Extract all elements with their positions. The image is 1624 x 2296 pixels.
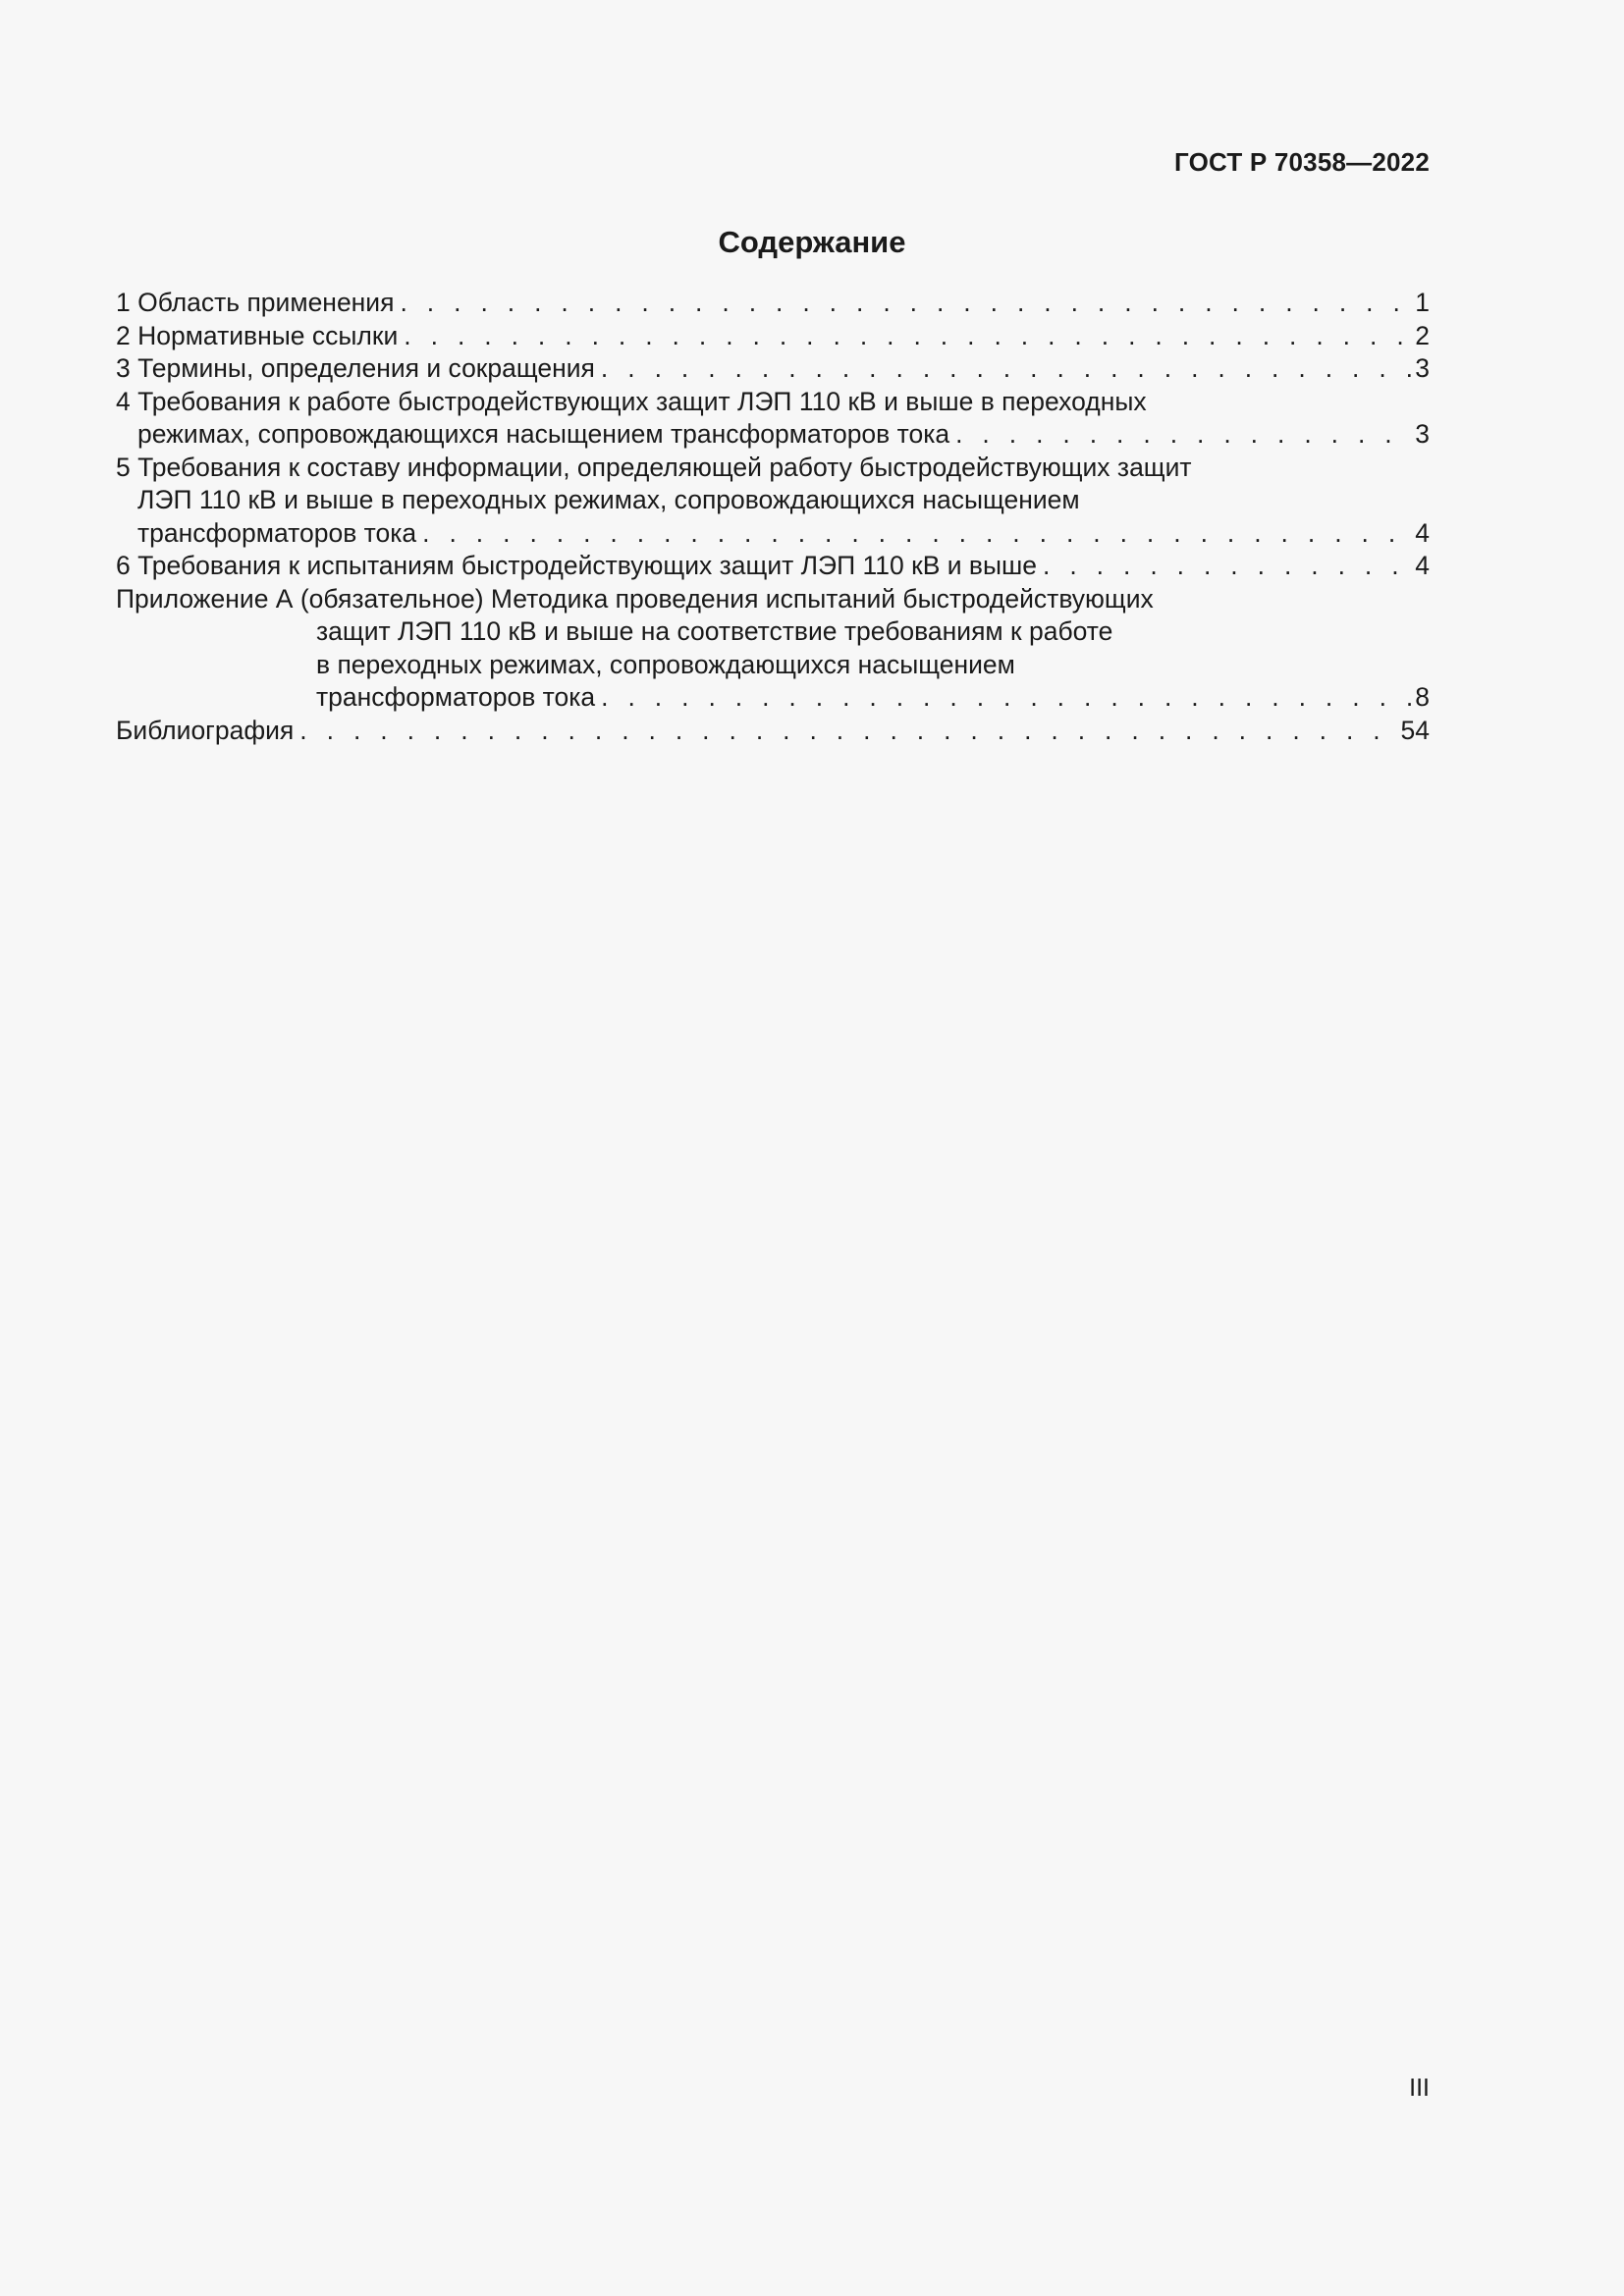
- dot-leader: [422, 517, 1413, 551]
- toc-entry-information-requirements[interactable]: [116, 452, 1430, 551]
- toc-entry-line: [116, 352, 1430, 386]
- toc-entry-text: защит ЛЭП 110 кВ и выше на соответствие требованиям к работе: [316, 616, 1113, 646]
- toc-entry-text: трансформаторов тока: [137, 517, 417, 548]
- toc-page-number: 4: [1415, 517, 1430, 548]
- toc-entry-bibliography[interactable]: [116, 715, 1430, 748]
- toc-entry-text: режимах, сопровождающихся насыщением трансформаторов тока: [137, 419, 950, 449]
- toc-entry-normative-references[interactable]: [116, 320, 1430, 353]
- toc-entry-text: Приложение А (обязательное) Методика проведения испытаний быстродействующих: [116, 583, 1154, 614]
- dot-leader: [404, 320, 1413, 353]
- page-number-footer: III: [1409, 2074, 1430, 2102]
- dot-leader: [601, 681, 1413, 715]
- toc-entry-text: ЛЭП 110 кВ и выше в переходных режимах, сопровождающихся насыщением: [137, 485, 1080, 514]
- table-of-contents: [116, 287, 1430, 747]
- toc-page-number: 8: [1415, 682, 1430, 712]
- toc-entry-line: [116, 517, 1430, 551]
- toc-entry-appendix-a[interactable]: [116, 583, 1430, 715]
- toc-entry-line: [116, 287, 1430, 320]
- toc-page-number: 3: [1415, 419, 1430, 449]
- toc-entry-line: [116, 681, 1430, 715]
- dot-leader: [400, 287, 1413, 320]
- dot-leader: [601, 352, 1413, 386]
- toc-entry-text: 3 Термины, определения и сокращения: [116, 353, 595, 383]
- toc-entry-line: [116, 550, 1430, 583]
- toc-entry-text: в переходных режимах, сопровождающихся насыщением: [316, 649, 1015, 679]
- toc-entry-line: [116, 715, 1430, 748]
- toc-entry-line: [116, 320, 1430, 353]
- toc-entry-operation-requirements[interactable]: [116, 386, 1430, 452]
- toc-entry-text: 1 Область применения: [116, 288, 395, 317]
- toc-entry-testing-requirements[interactable]: [116, 550, 1430, 583]
- toc-entry-terms[interactable]: [116, 352, 1430, 386]
- document-code: ГОСТ Р 70358—2022: [1174, 147, 1430, 177]
- toc-entry-scope[interactable]: [116, 287, 1430, 320]
- toc-page-number: 1: [1415, 288, 1430, 317]
- dot-leader: [955, 418, 1413, 452]
- dot-leader: [1043, 550, 1413, 583]
- dot-leader: [299, 715, 1398, 748]
- toc-entry-text: 6 Требования к испытаниям быстродействующих защит ЛЭП 110 кВ и выше: [116, 551, 1038, 580]
- toc-page-number: 4: [1415, 551, 1430, 580]
- toc-page-number: 2: [1415, 320, 1430, 350]
- toc-entry-text: 4 Требования к работе быстродействующих защит ЛЭП 110 кВ и выше в переходных: [116, 386, 1147, 416]
- toc-entry-text: трансформаторов тока: [316, 682, 596, 712]
- toc-entry-text: 2 Нормативные ссылки: [116, 320, 399, 350]
- toc-entry-text: Библиография: [116, 715, 295, 745]
- toc-entry-text: 5 Требования к составу информации, определяющей работу быстродействующих защит: [116, 452, 1192, 482]
- toc-title: Содержание: [718, 225, 906, 259]
- toc-entry-line: [116, 418, 1430, 452]
- toc-page-number: 3: [1415, 353, 1430, 383]
- toc-page-number: 54: [1400, 715, 1430, 745]
